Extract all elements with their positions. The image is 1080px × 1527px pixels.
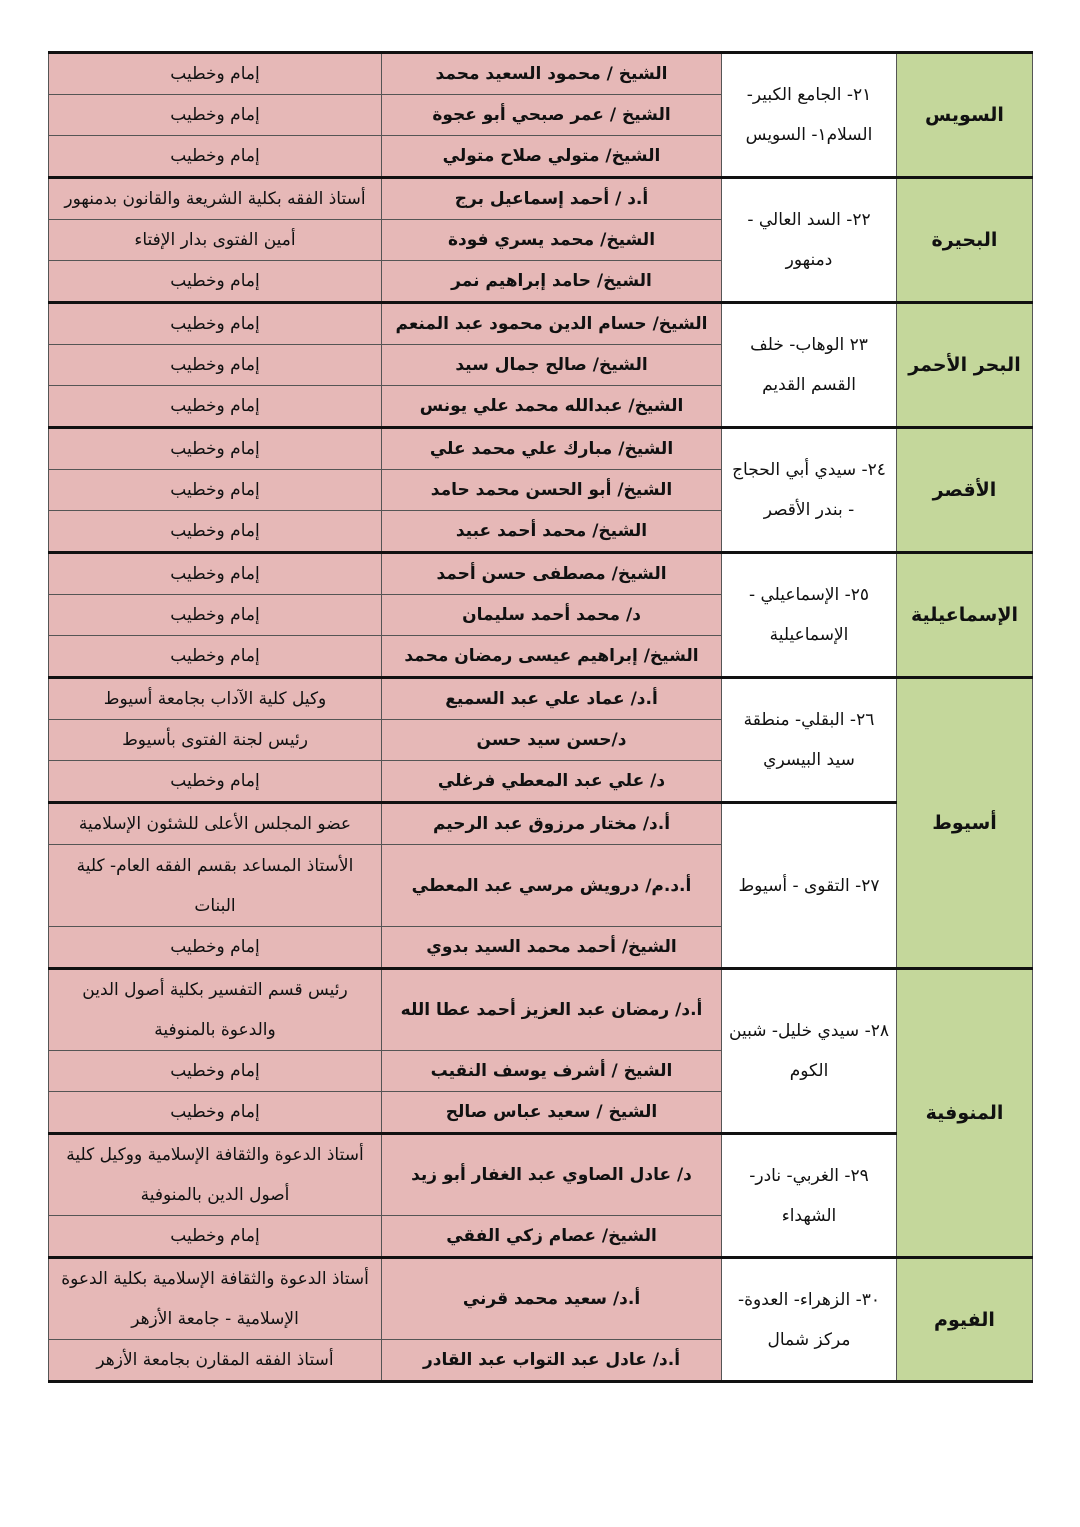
governorate-cell: الفيوم: [897, 1258, 1033, 1382]
preacher-name-cell: أ.د/ مختار مرزوق عبد الرحيم: [382, 803, 722, 845]
preacher-job-cell: إمام وخطيب: [49, 53, 382, 95]
preacher-name-cell: الشيخ/ إبراهيم عيسى رمضان محمد: [382, 636, 722, 678]
table-row: [49, 969, 1033, 1051]
preacher-name-cell: أ.د/ عادل عبد التواب عبد القادر: [382, 1340, 722, 1382]
preacher-job-cell: إمام وخطيب: [49, 553, 382, 595]
preacher-job-cell: إمام وخطيب: [49, 636, 382, 678]
preacher-job-cell: أستاذ الفقه المقارن بجامعة الأزهر: [49, 1340, 382, 1382]
preacher-job-cell: إمام وخطيب: [49, 95, 382, 136]
preacher-job-cell: عضو المجلس الأعلى للشئون الإسلامية: [49, 803, 382, 845]
mosque-cell: ٢٣ الوهاب- خلف القسم القديم: [722, 303, 897, 428]
mosque-cell: ٢٤- سيدي أبي الحجاج - بندر الأقصر: [722, 428, 897, 553]
governorate-cell: الأقصر: [897, 428, 1033, 553]
preacher-name-cell: الشيخ / سعيد عباس صالح: [382, 1092, 722, 1134]
governorate-cell: البحر الأحمر: [897, 303, 1033, 428]
table-row: [49, 428, 1033, 470]
governorate-cell: المنوفية: [897, 969, 1033, 1258]
preacher-name-cell: الشيخ/ محمد أحمد عبيد: [382, 511, 722, 553]
preacher-name-cell: أ.د/ عماد علي عبد السميع: [382, 678, 722, 720]
preacher-name-cell: الشيخ / أشرف يوسف النقيب: [382, 1051, 722, 1092]
preacher-name-cell: د/ علي عبد المعطي فرغلي: [382, 761, 722, 803]
table-row: [49, 803, 1033, 845]
governorate-cell: الإسماعيلية: [897, 553, 1033, 678]
preacher-name-cell: د/ عادل الصاوي عبد الغفار أبو زيد: [382, 1134, 722, 1216]
preacher-job-cell: إمام وخطيب: [49, 136, 382, 178]
preacher-job-cell: أستاذ الدعوة والثقافة الإسلامية بكلية الدعوة الإسلامية - جامعة الأزهر: [49, 1258, 382, 1340]
preacher-name-cell: الشيخ/ محمد يسري فودة: [382, 220, 722, 261]
preacher-job-cell: إمام وخطيب: [49, 428, 382, 470]
preacher-job-cell: أستاذ الدعوة والثقافة الإسلامية ووكيل كلية أصول الدين بالمنوفية: [49, 1134, 382, 1216]
preacher-job-cell: إمام وخطيب: [49, 761, 382, 803]
preacher-job-cell: الأستاذ المساعد بقسم الفقه العام- كلية البنات: [49, 845, 382, 927]
mosque-cell: ٣٠- الزهراء- العدوة- مركز شمال: [722, 1258, 897, 1382]
mosque-cell: ٢٩- الغربي- نادر- الشهداء: [722, 1134, 897, 1258]
preacher-name-cell: الشيخ / محمود السعيد محمد: [382, 53, 722, 95]
table-row: [49, 553, 1033, 595]
preacher-name-cell: الشيخ/ متولي صلاح متولي: [382, 136, 722, 178]
mosque-cell: ٢٥- الإسماعيلي - الإسماعيلية: [722, 553, 897, 678]
table-row: [49, 178, 1033, 220]
preacher-job-cell: رئيس لجنة الفتوى بأسيوط: [49, 720, 382, 761]
preacher-job-cell: إمام وخطيب: [49, 386, 382, 428]
preacher-name-cell: د/حسن سيد حسن: [382, 720, 722, 761]
schedule-table-body: [49, 53, 1033, 1382]
preacher-name-cell: الشيخ/ مبارك علي محمد علي: [382, 428, 722, 470]
governorate-cell: السويس: [897, 53, 1033, 178]
preacher-name-cell: أ.د/ سعيد محمد قرني: [382, 1258, 722, 1340]
preacher-job-cell: رئيس قسم التفسير بكلية أصول الدين والدعوة بالمنوفية: [49, 969, 382, 1051]
preacher-job-cell: إمام وخطيب: [49, 511, 382, 553]
preacher-name-cell: الشيخ/ صالح جمال سيد: [382, 345, 722, 386]
preacher-job-cell: إمام وخطيب: [49, 345, 382, 386]
preacher-job-cell: أمين الفتوى بدار الإفتاء: [49, 220, 382, 261]
preacher-job-cell: إمام وخطيب: [49, 303, 382, 345]
preacher-name-cell: الشيخ/ مصطفى حسن أحمد: [382, 553, 722, 595]
preacher-job-cell: إمام وخطيب: [49, 927, 382, 969]
preacher-name-cell: أ.د.م/ درويش مرسي عبد المعطي: [382, 845, 722, 927]
preacher-name-cell: الشيخ/ حسام الدين محمود عبد المنعم: [382, 303, 722, 345]
preacher-name-cell: الشيخ/ حامد إبراهيم نمر: [382, 261, 722, 303]
table-row: [49, 678, 1033, 720]
preacher-name-cell: الشيخ/ عبدالله محمد علي يونس: [382, 386, 722, 428]
preacher-job-cell: إمام وخطيب: [49, 261, 382, 303]
mosque-cell: ٢٢- السد العالي - دمنهور: [722, 178, 897, 303]
preacher-name-cell: أ.د/ رمضان عبد العزيز أحمد عطا الله: [382, 969, 722, 1051]
preacher-job-cell: إمام وخطيب: [49, 1092, 382, 1134]
preacher-name-cell: الشيخ / عمر صبحي أبو عجوة: [382, 95, 722, 136]
preacher-job-cell: أستاذ الفقه بكلية الشريعة والقانون بدمنهور: [49, 178, 382, 220]
preacher-name-cell: أ.د / أحمد إسماعيل برج: [382, 178, 722, 220]
mosque-cell: ٢٦- البقلي- منطقة سيد البيسري: [722, 678, 897, 803]
governorate-cell: البحيرة: [897, 178, 1033, 303]
governorate-cell: أسيوط: [897, 678, 1033, 969]
preacher-job-cell: إمام وخطيب: [49, 595, 382, 636]
table-row: [49, 1258, 1033, 1340]
mosque-cell: ٢١- الجامع الكبير- السلام١- السويس: [722, 53, 897, 178]
table-row: [49, 1134, 1033, 1216]
preacher-job-cell: وكيل كلية الآداب بجامعة أسيوط: [49, 678, 382, 720]
preacher-job-cell: إمام وخطيب: [49, 470, 382, 511]
preacher-name-cell: الشيخ/ عصام زكي الفقي: [382, 1216, 722, 1258]
table-row: [49, 53, 1033, 95]
preacher-name-cell: الشيخ/ أحمد محمد السيد بدوي: [382, 927, 722, 969]
preacher-job-cell: إمام وخطيب: [49, 1216, 382, 1258]
preacher-name-cell: الشيخ/ أبو الحسن محمد حامد: [382, 470, 722, 511]
preacher-job-cell: إمام وخطيب: [49, 1051, 382, 1092]
preacher-name-cell: د/ محمد أحمد سليمان: [382, 595, 722, 636]
mosque-cell: ٢٧- التقوى - أسيوط: [722, 803, 897, 969]
schedule-table: [48, 51, 1033, 1383]
mosque-cell: ٢٨- سيدي خليل- شبين الكوم: [722, 969, 897, 1134]
table-row: [49, 303, 1033, 345]
